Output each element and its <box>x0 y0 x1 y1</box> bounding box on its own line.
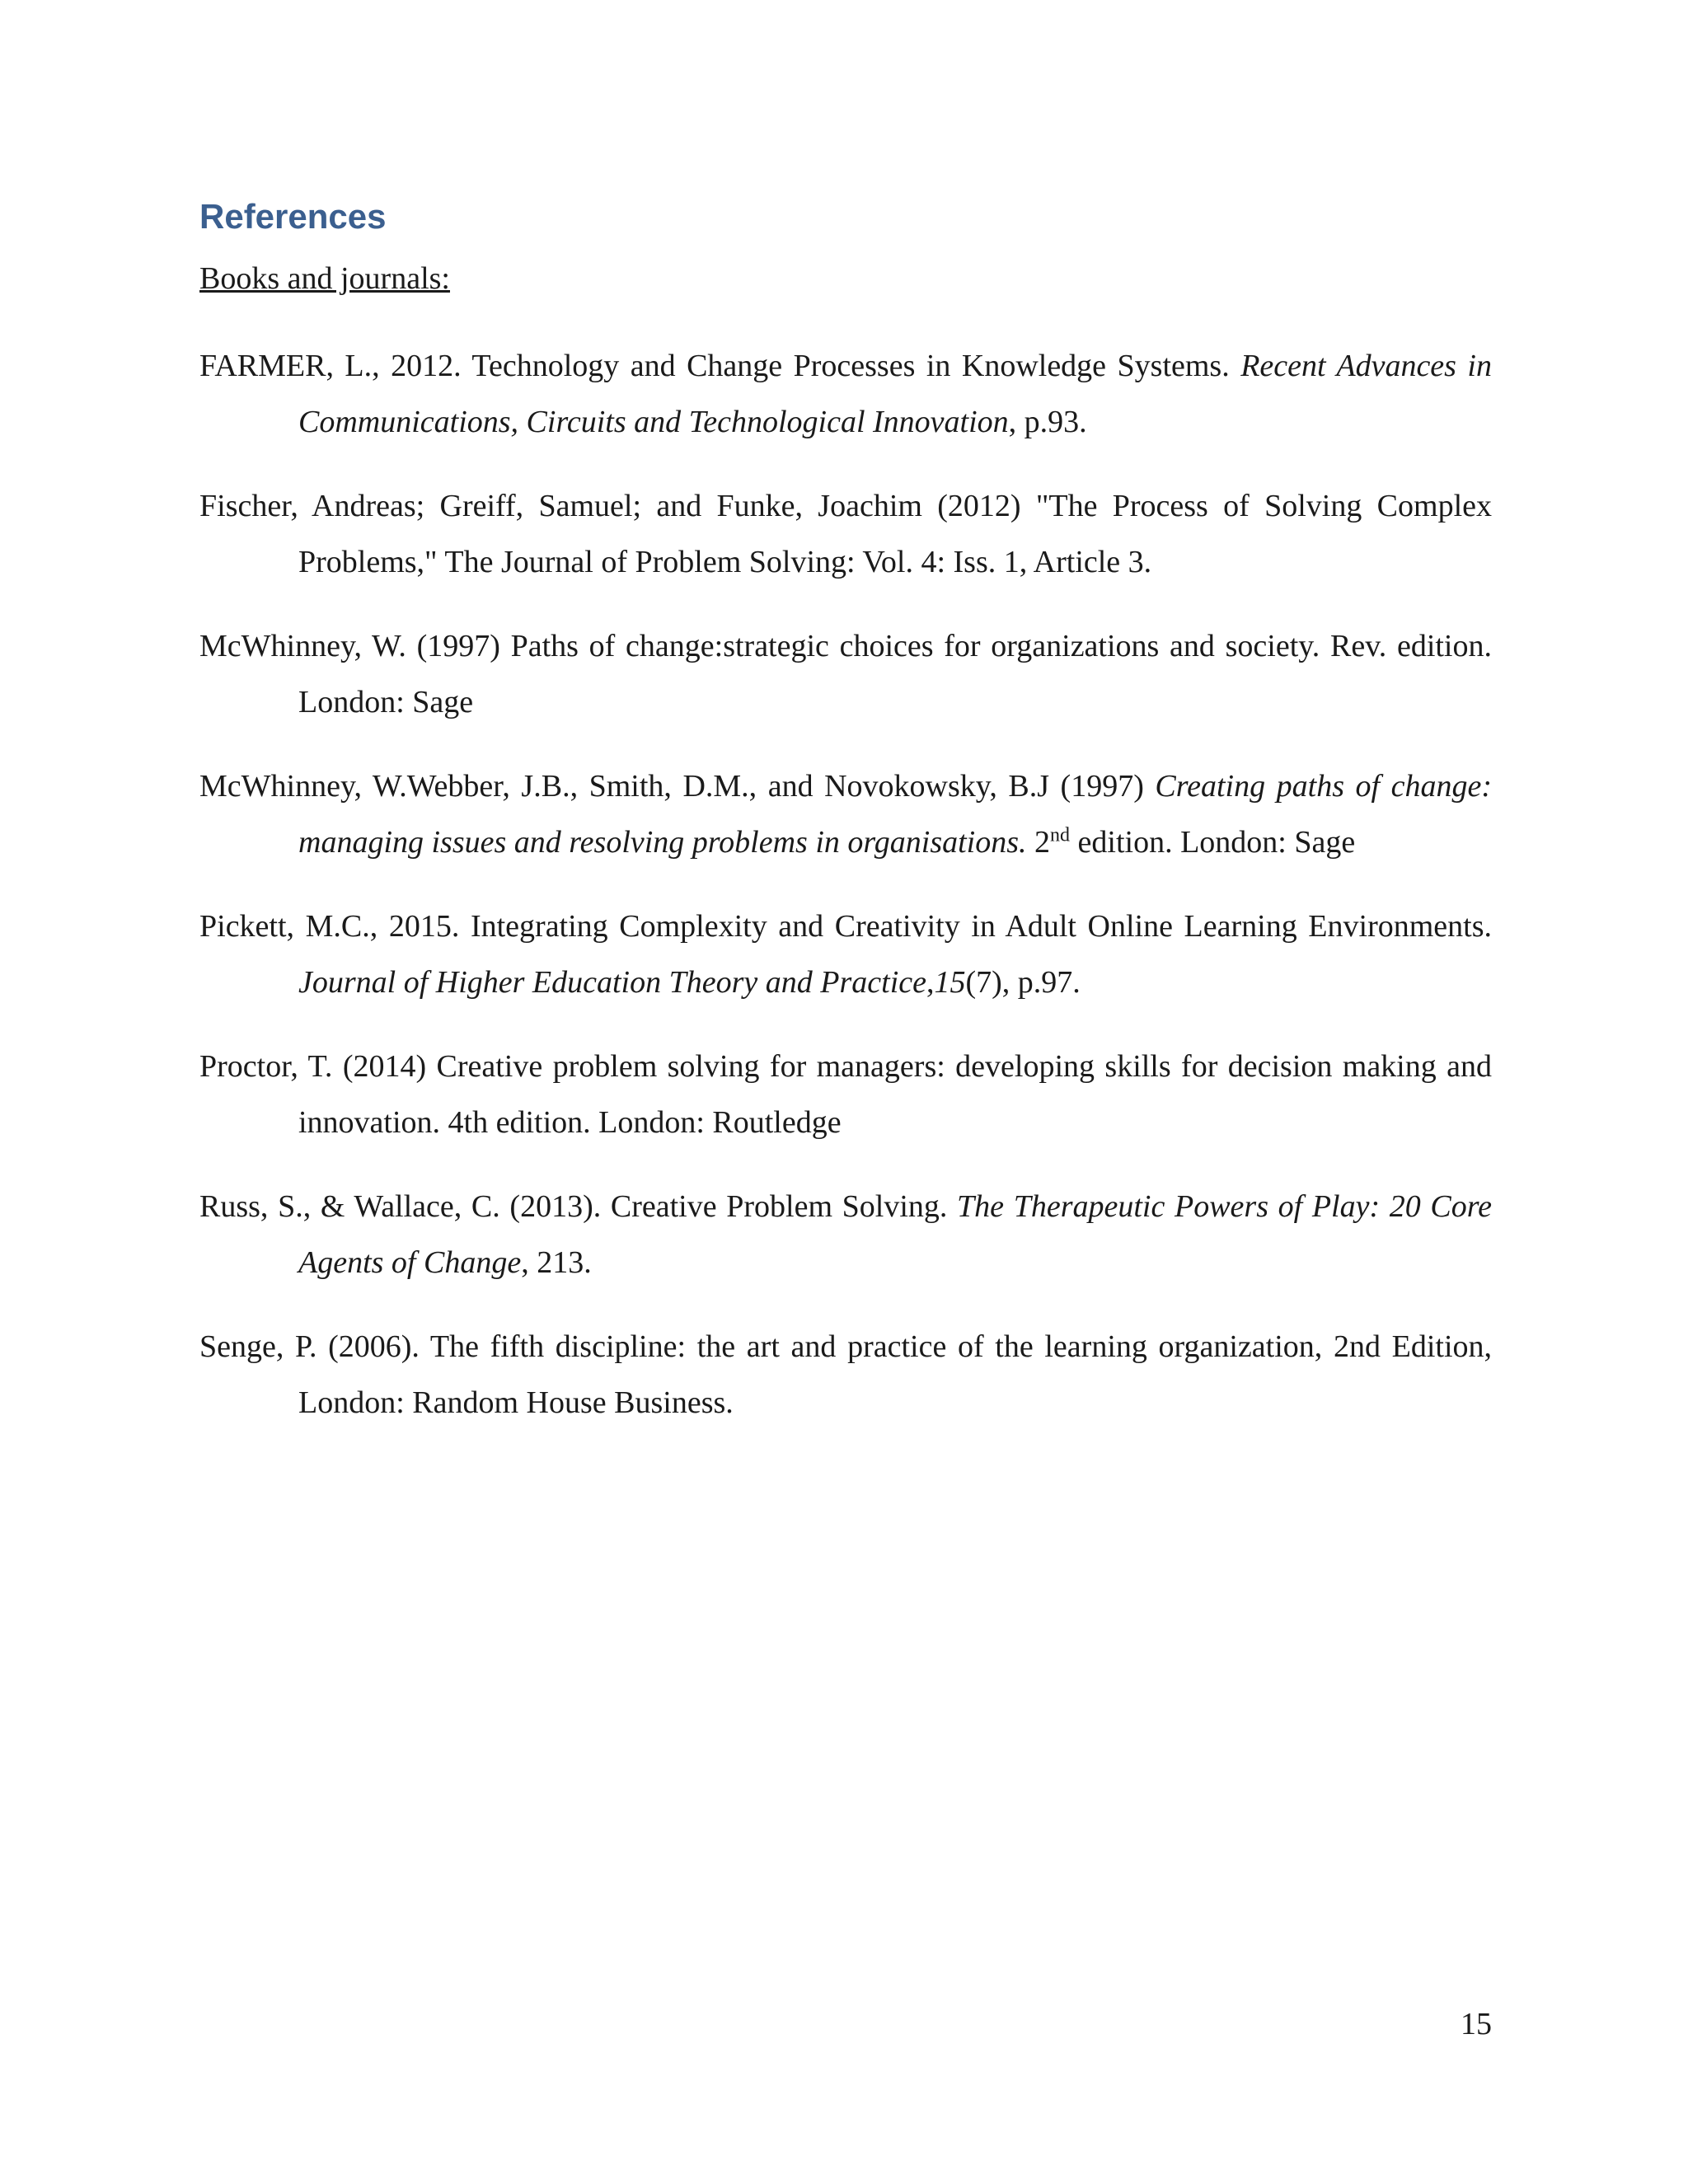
reference-entry: McWhinney, W.Webber, J.B., Smith, D.M., and Novokowsky, B.J (1997) Creating paths of change: managing issues and resolving problems in organisations. 2nd edition. London: Sage <box>199 768 1492 860</box>
reference-entry: McWhinney, W. (1997) Paths of change:strategic choices for organizations and society. Rev. edition. London: Sage <box>199 628 1492 719</box>
reference-entry: Proctor, T. (2014) Creative problem solving for managers: developing skills for decision making and innovation. 4th edition. London: Routledge <box>199 1048 1492 1140</box>
reference-entry: Russ, S., & Wallace, C. (2013). Creative Problem Solving. The Therapeutic Powers of Play: 20 Core Agents of Change, 213. <box>199 1188 1493 1280</box>
reference-entry: Fischer, Andreas; Greiff, Samuel; and Funke, Joachim (2012) "The Process of Solving Complex Problems," The Journal of Problem Solving: Vol. 4: Iss. 1, Article 3. <box>199 488 1492 579</box>
reference-entry: Senge, P. (2006). The fifth discipline: the art and practice of the learning organization, 2nd Edition, London: Random House Business. <box>199 1329 1492 1420</box>
reference-entry: FARMER, L., 2012. Technology and Change Processes in Knowledge Systems. Recent Advances in Communications, Circuits and Technological Innovation, p.93. <box>199 348 1492 439</box>
reference-entry: Pickett, M.C., 2015. Integrating Complexity and Creativity in Adult Online Learning Environments. Journal of Higher Education Theory and Practice,15(7), p.97. <box>199 908 1492 1000</box>
page-number: 15 <box>1461 2007 1492 2041</box>
references-heading: References <box>199 197 387 236</box>
page-content <box>199 196 1492 1459</box>
books-journals-subheading: Books and journals: <box>199 261 450 297</box>
reference-list <box>199 338 1492 1431</box>
